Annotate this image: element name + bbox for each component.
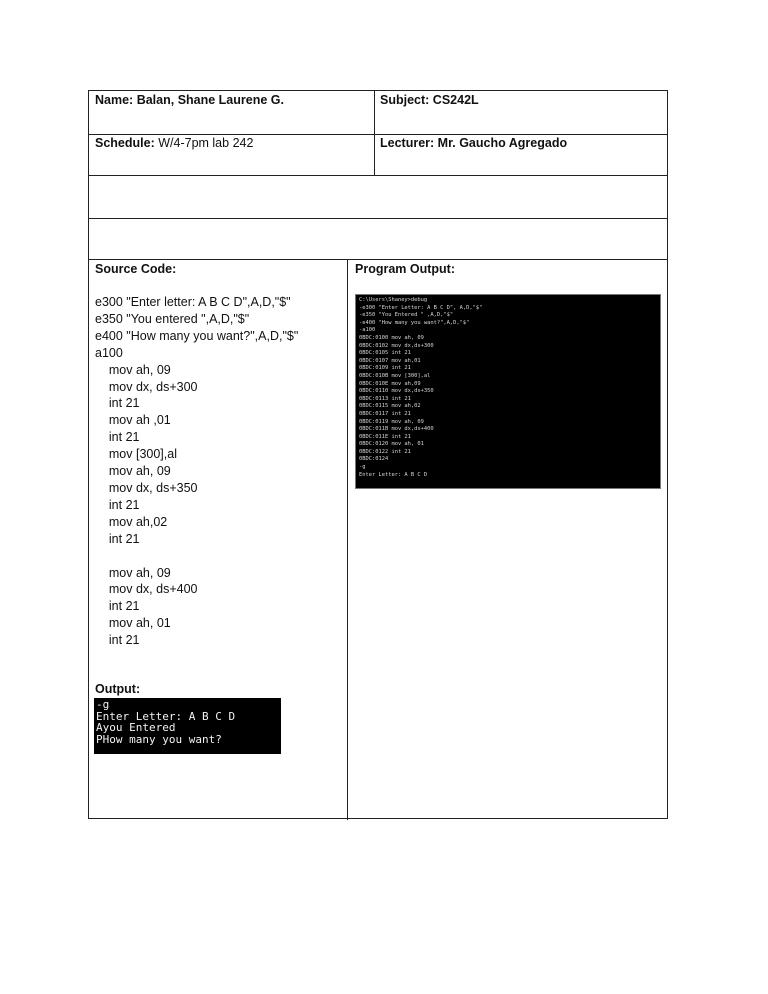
- lab-report-table: [88, 90, 668, 819]
- code-line: int 21: [95, 396, 140, 411]
- console-line: -e300 "Enter Letter: A B C D", A,D,"$": [359, 304, 483, 311]
- source-code-title: Source Code:: [95, 262, 177, 276]
- console-line: 0BDC:0122 int 21: [359, 448, 411, 455]
- program-output-title: Program Output:: [355, 262, 455, 276]
- code-line: mov ah, 09: [95, 565, 171, 580]
- console-line: -a100: [359, 327, 376, 334]
- code-line: int 21: [95, 531, 140, 546]
- column-divider: [347, 259, 348, 820]
- subject-value: CS242L: [432, 93, 479, 107]
- code-line: int 21: [95, 633, 140, 648]
- code-line: mov dx, ds+350: [95, 480, 198, 495]
- code-line: mov ah, 09: [95, 464, 171, 479]
- source-code-listing: [95, 294, 298, 649]
- console-line: -e400 "How many you want?",A,D,"$": [359, 319, 470, 326]
- console-line: 0BDC:0115 mov ah,02: [359, 403, 421, 410]
- row-divider: [89, 134, 667, 135]
- console-line: 0BDC:0113 int 21: [359, 395, 411, 402]
- console-line: 0BDC:0117 int 21: [359, 410, 411, 417]
- schedule-field: [95, 136, 253, 150]
- program-output-console-screenshot: [355, 294, 661, 489]
- code-line: mov ah,02: [95, 514, 168, 529]
- row-divider: [89, 259, 667, 260]
- name-field: [95, 93, 284, 107]
- subject-label: Subject:: [380, 93, 430, 107]
- console-line: 0BDC:0100 mov ah, 09: [359, 334, 424, 341]
- console-line: 0BDC:0120 mov ah, 01: [359, 441, 424, 448]
- column-divider: [374, 91, 375, 175]
- code-line: e350 "You entered ",A,D,"$": [95, 311, 250, 326]
- output-label: Output:: [95, 682, 141, 696]
- code-line: int 21: [95, 430, 140, 445]
- console-line: 0BDC:0119 mov ah, 09: [359, 418, 424, 425]
- code-line: int 21: [95, 497, 140, 512]
- code-line: int 21: [95, 599, 140, 614]
- subject-field: [380, 93, 479, 107]
- console-line: 0BDC:0110 mov dx,ds+350: [359, 388, 434, 395]
- output-console-screenshot: [94, 698, 281, 754]
- name-value: Balan, Shane Laurene G.: [136, 93, 284, 107]
- code-line: mov ah, 09: [95, 362, 171, 377]
- console-line: -g: [359, 464, 366, 471]
- row-divider: [89, 175, 667, 176]
- console-line: Enter Letter: A B C D: [359, 471, 428, 478]
- lecturer-field: [380, 136, 567, 150]
- code-line: [95, 548, 298, 565]
- code-line: mov ah, 01: [95, 616, 171, 631]
- code-line: a100: [95, 345, 123, 360]
- lecturer-label: Lecturer:: [380, 136, 435, 150]
- console-line: 0BDC:0105 int 21: [359, 350, 411, 357]
- console-line: 0BDC:010E mov ah,09: [359, 380, 421, 387]
- code-line: e300 "Enter letter: A B C D",A,D,"$": [95, 295, 291, 309]
- console-line: 0BDC:010B mov [300],al: [359, 372, 431, 379]
- console-line: Ayou Entered: [96, 721, 176, 735]
- console-line: 0BDC:011E int 21: [359, 433, 411, 440]
- console-line: 0BDC:0102 mov dx,ds+300: [359, 342, 434, 349]
- row-divider: [89, 218, 667, 219]
- console-line: 0BDC:0107 mov ah,01: [359, 357, 421, 364]
- console-line: -e350 "You Entered " ,A,D,"$": [359, 312, 454, 319]
- console-line: 0BDC:011B mov dx,ds+400: [359, 426, 434, 433]
- code-line: e400 "How many you want?",A,D,"$": [95, 328, 299, 343]
- console-line: PHow many you want?: [96, 732, 222, 746]
- code-line: mov dx, ds+400: [95, 582, 198, 597]
- code-line: mov ah ,01: [95, 413, 171, 428]
- console-line: -g: [96, 698, 110, 711]
- console-line: 0BDC:0109 int 21: [359, 365, 411, 372]
- code-line: mov dx, ds+300: [95, 379, 198, 394]
- code-line: mov [300],al: [95, 447, 177, 462]
- schedule-value: W/4-7pm lab 242: [158, 136, 254, 150]
- name-label: Name:: [95, 93, 134, 107]
- lecturer-value: Mr. Gaucho Agregado: [437, 136, 568, 150]
- console-line: C:\Users\Shaney>debug: [359, 297, 428, 303]
- console-line: 0BDC:0124: [359, 456, 389, 463]
- console-line: Enter Letter: A B C D: [96, 709, 236, 723]
- schedule-label: Schedule:: [95, 136, 155, 150]
